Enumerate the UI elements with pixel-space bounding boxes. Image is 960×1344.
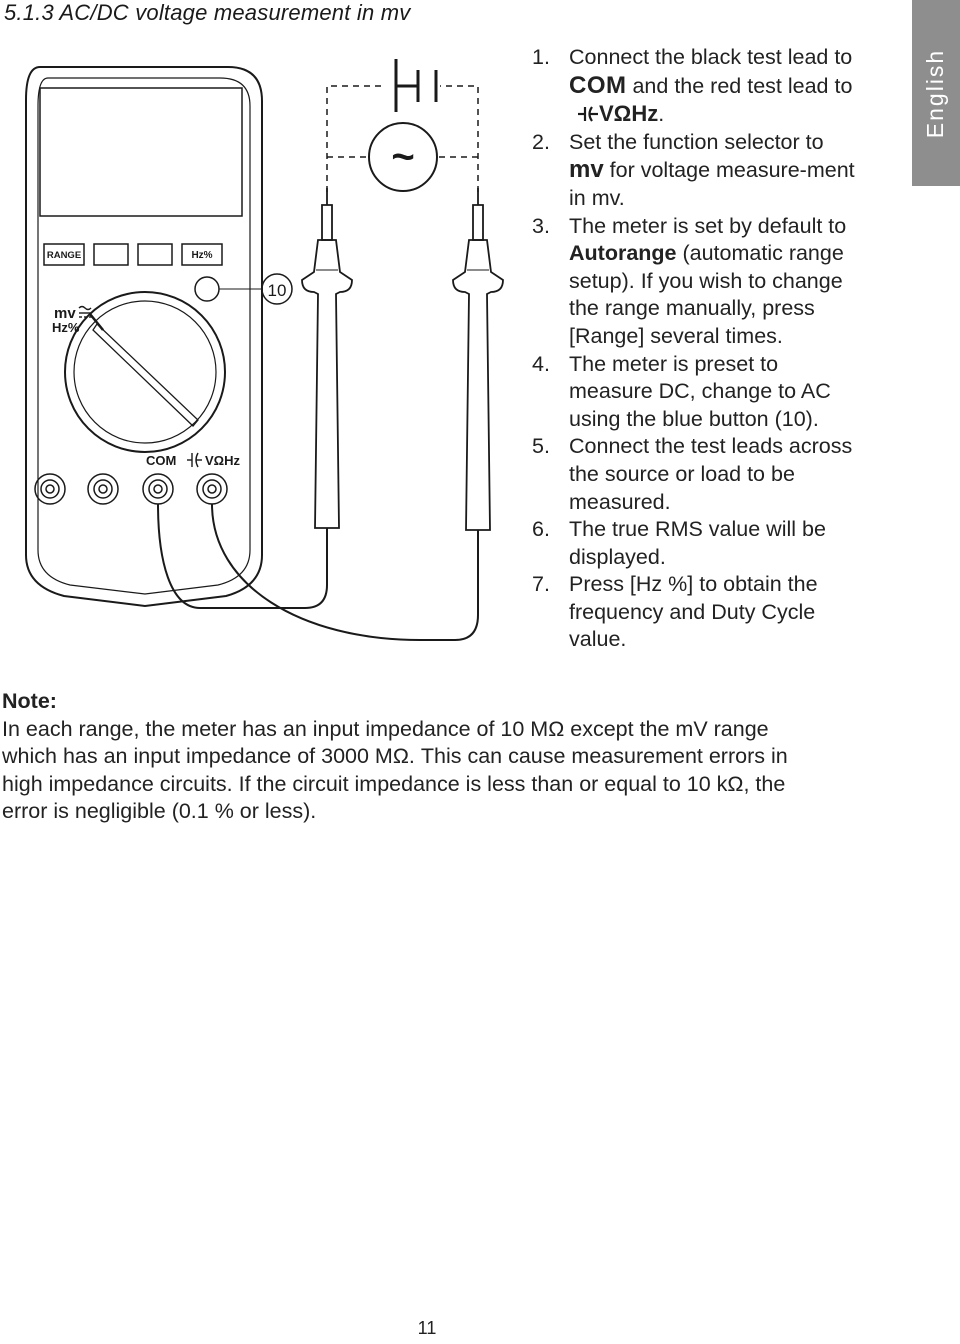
- jack-vhz-label: VΩHz: [205, 453, 240, 468]
- step-text: Set the function selector to mv for voltage measure-ment in mv.: [569, 129, 855, 210]
- step-text: Connect the test leads across the source or load to be measured.: [569, 434, 853, 514]
- step-5: [532, 433, 862, 516]
- red-lead-wire: [212, 504, 478, 640]
- rotary-dial: [65, 292, 225, 452]
- meter-body: [26, 67, 262, 606]
- step-number: 7.: [532, 572, 550, 597]
- jack-com-label: COM: [146, 453, 177, 468]
- step-number: 3.: [532, 213, 550, 238]
- step-1: [532, 44, 862, 129]
- battery-symbol: [396, 59, 436, 112]
- note-body: In each range, the meter has an input impedance of 10 MΩ except the mV range which has an input impedance of 3000 MΩ. This can cause measurement errors in high impedance circuits. If the circuit impedance is less than or equal to 10 kΩ, the error is negligible (0.1 % or less).: [2, 716, 788, 824]
- callout-10: 10: [267, 281, 287, 300]
- dial-mv-label: mv: [54, 305, 76, 322]
- ac-tilde: ~: [391, 135, 415, 179]
- meter-display: [40, 88, 242, 216]
- mv-symbol: mv: [569, 156, 604, 184]
- step-text: Connect the black test lead to COM and the red test lead to VΩHz.: [569, 45, 853, 127]
- page-number: 11: [417, 1318, 437, 1338]
- com-symbol: COM: [569, 71, 627, 99]
- step-4: [532, 351, 862, 434]
- function-button-2: [94, 244, 128, 265]
- hz-button-label: Hz%: [191, 250, 213, 261]
- meter-inner-outline: [38, 78, 250, 594]
- step-2: [532, 129, 862, 213]
- step-3: [532, 213, 862, 351]
- black-probe: [302, 188, 352, 528]
- range-button-label: RANGE: [46, 250, 82, 261]
- section-heading: 5.1.3 AC/DC voltage measurement in mv: [4, 0, 411, 25]
- step-text: Press [Hz %] to obtain the frequency and Duty Cycle value.: [569, 572, 818, 652]
- step-number: 1.: [532, 45, 550, 69]
- step-text: The meter is preset to measure DC, change to AC using the blue button (10).: [569, 351, 831, 431]
- instruction-steps: [532, 44, 862, 654]
- language-label: English: [922, 48, 949, 138]
- step-number: 4.: [532, 351, 550, 376]
- autorange-term: Autorange: [569, 241, 677, 266]
- step-text: The true RMS value will be displayed.: [569, 517, 826, 569]
- dial-hz-label: Hz%: [52, 320, 80, 335]
- step-number: 5.: [532, 434, 550, 459]
- input-jacks: [35, 474, 227, 504]
- blue-button: [195, 277, 219, 301]
- dial-pointer: [93, 324, 198, 426]
- note-section: [2, 688, 812, 826]
- step-6: [532, 516, 862, 571]
- black-lead-wire: [158, 504, 327, 608]
- vhz-symbol: VΩHz: [599, 101, 659, 127]
- red-probe: [453, 188, 503, 530]
- step-number: 2.: [532, 129, 550, 154]
- step-7: [532, 571, 862, 654]
- note-title: Note:: [2, 689, 57, 713]
- function-button-3: [138, 244, 172, 265]
- step-text: The meter is set by default to Autorange (automatic range setup). If you wish to change the range manually, press [Range] several times.: [569, 213, 847, 348]
- capacitor-icon: [577, 105, 599, 123]
- step-number: 6.: [532, 517, 550, 542]
